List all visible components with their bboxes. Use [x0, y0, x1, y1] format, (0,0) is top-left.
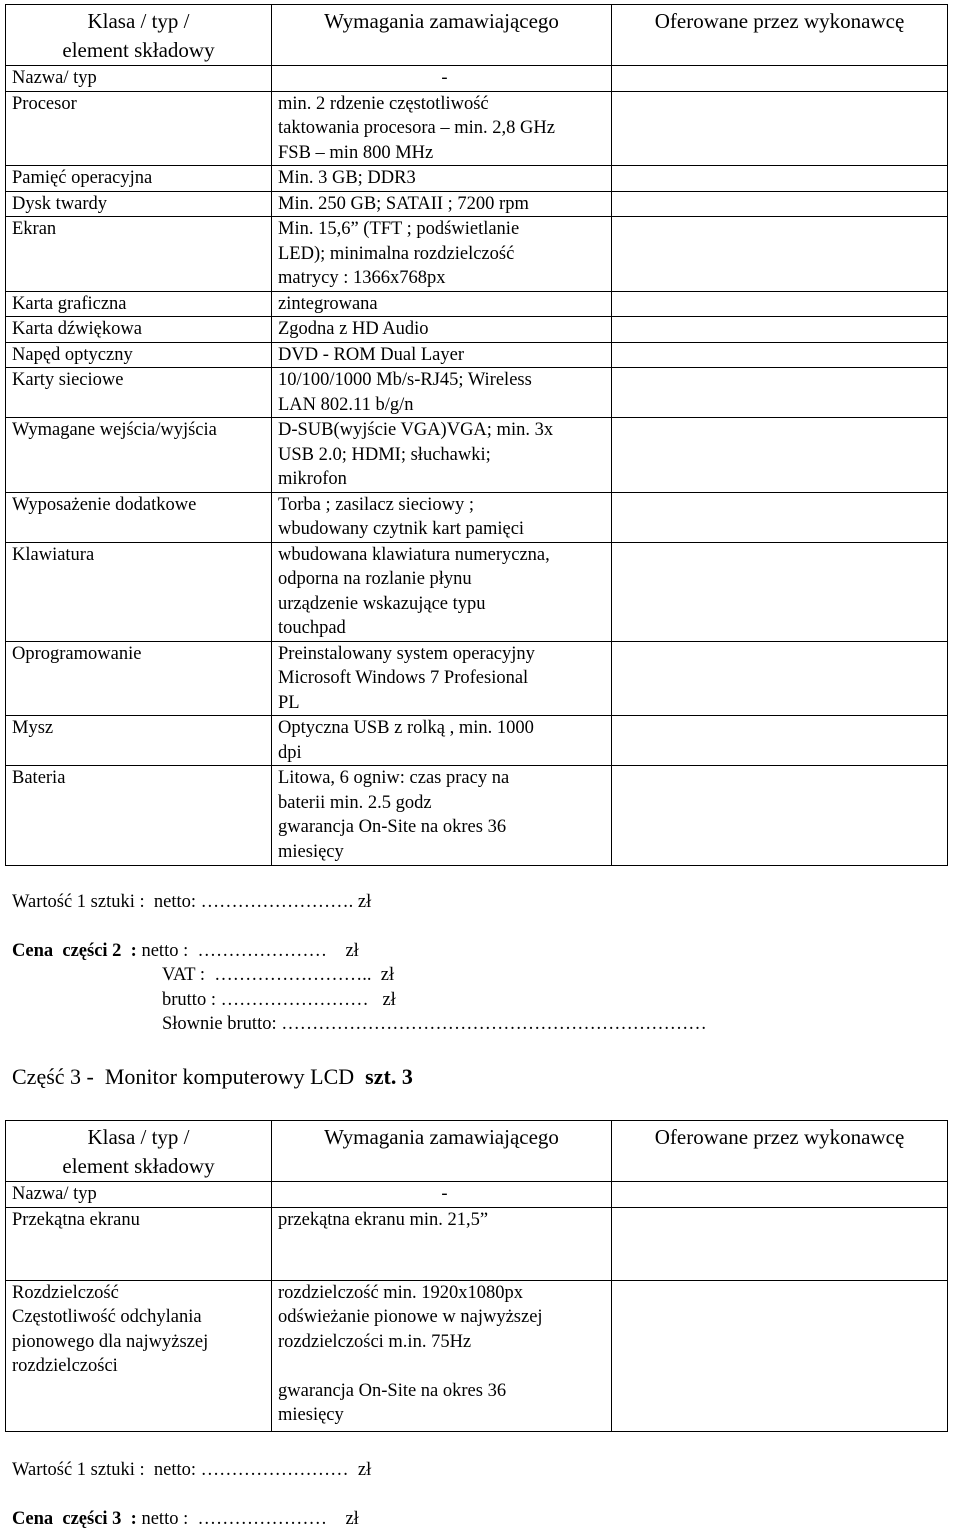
table-row [6, 766, 948, 866]
row-requirement: Optyczna USB z rolką , min. 1000 dpi [272, 716, 612, 766]
vat-line: VAT : …………………….. zł [162, 965, 395, 985]
row-requirement: Min. 3 GB; DDR3 [272, 166, 612, 192]
row-requirement: Min. 250 GB; SATAII ; 7200 rpm [272, 191, 612, 217]
table-row [6, 542, 948, 641]
offered-cell[interactable] [612, 368, 948, 418]
part3-title: Część 3 - Monitor komputerowy LCD [12, 1064, 366, 1089]
table-row [6, 492, 948, 542]
spec-table-laptop [5, 4, 948, 866]
row-label: Karta dźwiękowa [6, 317, 272, 343]
row-label: Karty sieciowe [6, 368, 272, 418]
netto-line: netto : ………………… zł [136, 941, 359, 961]
part3-heading [12, 1062, 413, 1092]
offered-cell[interactable] [612, 716, 948, 766]
unit-value-line: Wartość 1 sztuki : netto: ……………………. zł [12, 892, 372, 912]
row-label: Napęd optyczny [6, 342, 272, 368]
offered-cell[interactable] [612, 418, 948, 493]
row-label: Karta graficzna [6, 291, 272, 317]
table-row [6, 716, 948, 766]
row-requirement: DVD - ROM Dual Layer [272, 342, 612, 368]
table-row [6, 291, 948, 317]
table-row [6, 1305, 948, 1431]
row-label: Wymagane wejścia/wyjścia [6, 418, 272, 493]
table-row [6, 1280, 948, 1305]
price-part2-label: Cena części 2 : [12, 941, 137, 961]
column-header-requirements: Wymagania zamawiającego [272, 1121, 612, 1182]
row-label: Wyposażenie dodatkowe [6, 492, 272, 542]
offered-cell[interactable] [612, 1305, 948, 1431]
unit-value-line-part3: Wartość 1 sztuki : netto: …………………… zł [12, 1460, 372, 1480]
table-row [6, 166, 948, 192]
price-part3-label: Cena części 3 : [12, 1509, 137, 1529]
table-row [6, 217, 948, 292]
column-header-class: Klasa / typ / element składowy [6, 5, 272, 66]
column-header-requirements: Wymagania zamawiającego [272, 5, 612, 66]
row-label: Pamięć operacyjna [6, 166, 272, 192]
row-requirement: rozdzielczość min. 1920x1080px [272, 1280, 612, 1305]
brutto-line: brutto : …………………… zł [162, 990, 396, 1010]
column-header-class: Klasa / typ / element składowy [6, 1121, 272, 1182]
offered-cell[interactable] [612, 166, 948, 192]
offered-cell[interactable] [612, 317, 948, 343]
row-label: Dysk twardy [6, 191, 272, 217]
offered-cell[interactable] [612, 66, 948, 92]
part3-quantity: szt. 3 [365, 1064, 413, 1089]
row-requirement: 10/100/1000 Mb/s-RJ45; Wireless LAN 802.11 b/g/n [272, 368, 612, 418]
row-label: Częstotliwość odchylania pionowego dla najwyższej rozdzielczości [6, 1305, 272, 1431]
table-header-row [6, 1121, 948, 1182]
row-requirement: Zgodna z HD Audio [272, 317, 612, 343]
row-requirement: - [272, 1182, 612, 1208]
offered-cell[interactable] [612, 1280, 948, 1305]
table-row [6, 342, 948, 368]
table-row [6, 1207, 948, 1280]
row-requirement: D-SUB(wyjście VGA)VGA; min. 3x USB 2.0; HDMI; słuchawki; mikrofon [272, 418, 612, 493]
row-label: Rozdzielczość [6, 1280, 272, 1305]
table-header-row [6, 5, 948, 66]
row-label: Przekątna ekranu [6, 1207, 272, 1280]
row-requirement: Min. 15,6” (TFT ; podświetlanie LED); minimalna rozdzielczość matrycy : 1366x768px [272, 217, 612, 292]
row-requirement: zintegrowana [272, 291, 612, 317]
row-label: Nazwa/ typ [6, 1182, 272, 1208]
row-requirement: - [272, 66, 612, 92]
row-requirement: odświeżanie pionowe w najwyższej rozdzielczości m.in. 75Hz gwarancja On-Site na okres 36 miesięcy [272, 1305, 612, 1431]
table-row [6, 368, 948, 418]
offered-cell[interactable] [612, 191, 948, 217]
row-requirement: min. 2 rdzenie częstotliwość taktowania procesora – min. 2,8 GHz FSB – min 800 MHz [272, 91, 612, 166]
table-row [6, 91, 948, 166]
table-row [6, 418, 948, 493]
row-label: Mysz [6, 716, 272, 766]
offered-cell[interactable] [612, 641, 948, 716]
row-requirement: Litowa, 6 ogniw: czas pracy na baterii min. 2.5 godz gwarancja On-Site na okres 36 miesięcy [272, 766, 612, 866]
row-label: Ekran [6, 217, 272, 292]
offered-cell[interactable] [612, 542, 948, 641]
table-row [6, 191, 948, 217]
column-header-offered: Oferowane przez wykonawcę [612, 1121, 948, 1182]
spec-table-monitor [5, 1120, 948, 1432]
row-label: Klawiatura [6, 542, 272, 641]
table-row [6, 641, 948, 716]
table-row [6, 317, 948, 343]
offered-cell[interactable] [612, 1182, 948, 1208]
row-label: Oprogramowanie [6, 641, 272, 716]
row-label: Nazwa/ typ [6, 66, 272, 92]
price-part3-line [12, 1507, 359, 1532]
row-requirement: wbudowana klawiatura numeryczna, odporna na rozlanie płynu urządzenie wskazujące typu touchpad [272, 542, 612, 641]
offered-cell[interactable] [612, 217, 948, 292]
offered-cell[interactable] [612, 492, 948, 542]
words-brutto-line: Słownie brutto: …………………………………………………………… [162, 1014, 707, 1034]
netto-line-part3: netto : ………………… zł [136, 1509, 359, 1529]
offered-cell[interactable] [612, 91, 948, 166]
row-label: Procesor [6, 91, 272, 166]
price-part2-line [12, 939, 359, 964]
offered-cell[interactable] [612, 342, 948, 368]
table-row [6, 1182, 948, 1208]
column-header-offered: Oferowane przez wykonawcę [612, 5, 948, 66]
row-requirement: Torba ; zasilacz sieciowy ; wbudowany czytnik kart pamięci [272, 492, 612, 542]
row-requirement: przekątna ekranu min. 21,5” [272, 1207, 612, 1280]
offered-cell[interactable] [612, 766, 948, 866]
table-row [6, 66, 948, 92]
offered-cell[interactable] [612, 1207, 948, 1280]
row-label: Bateria [6, 766, 272, 866]
row-requirement: Preinstalowany system operacyjny Microsoft Windows 7 Profesional PL [272, 641, 612, 716]
offered-cell[interactable] [612, 291, 948, 317]
